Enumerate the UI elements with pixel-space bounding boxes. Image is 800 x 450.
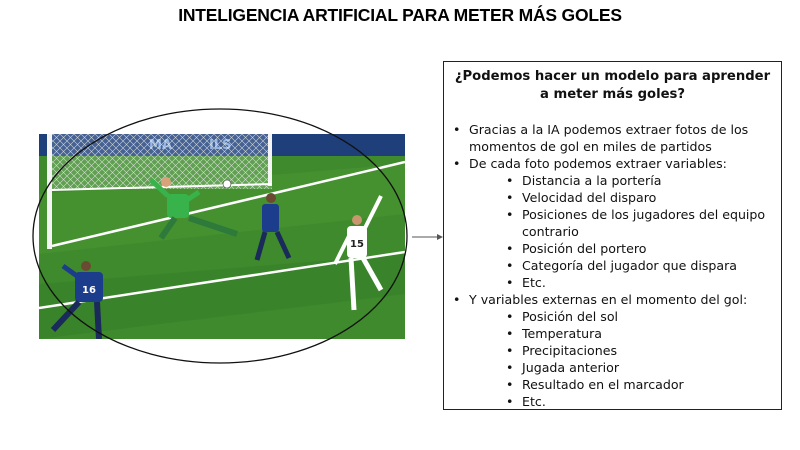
- soccer-scene-illustration: [39, 134, 405, 339]
- photo-variables-list: [469, 172, 773, 291]
- player-number-16: 16: [82, 285, 96, 296]
- goal-post-right: [268, 134, 272, 186]
- bullet-photo-variables: • De cada foto podemos extraer variables: • Distancia a la portería • Velocidad del disparo • Posiciones de los jugadores del equipo contrario • Posición del portero • Categoría del jugador que dispara • Etc.: [452, 155, 773, 291]
- list-item: • Jugada anterior: [469, 359, 773, 376]
- bullet-ai-photos: • Gracias a la IA podemos extraer fotos de los momentos de gol en miles de partidos: [452, 121, 773, 155]
- external-variables-list: [469, 308, 773, 410]
- main-bullet-list: [452, 121, 773, 410]
- ball-icon: [223, 180, 231, 188]
- list-item: • Distancia a la portería: [469, 172, 773, 189]
- soccer-goal-photo: [39, 134, 405, 339]
- bullet-external-variables: • Y variables externas en el momento del gol: • Posición del sol • Temperatura • Precipitaciones • Jugada anterior • Resultado en el marcador • Etc.: [452, 291, 773, 410]
- list-item: • Resultado en el marcador: [469, 376, 773, 393]
- list-item: • Precipitaciones: [469, 342, 773, 359]
- list-item: • Categoría del jugador que dispara: [469, 257, 773, 274]
- list-item: • Posición del sol: [469, 308, 773, 325]
- list-item: • Temperatura: [469, 325, 773, 342]
- list-item: • Velocidad del disparo: [469, 189, 773, 206]
- player-number-15: 15: [350, 239, 364, 250]
- goal-post-left: [47, 134, 52, 249]
- list-item: • Etc.: [469, 393, 773, 410]
- list-item: • Etc.: [469, 274, 773, 291]
- box-heading: ¿Podemos hacer un modelo para aprender a meter más goles?: [454, 69, 771, 102]
- slide-title: INTELIGENCIA ARTIFICIAL PARA METER MÁS GOLES: [178, 5, 622, 25]
- list-item: • Posición del portero: [469, 240, 773, 257]
- explanation-box: [443, 61, 782, 410]
- list-item: • Posiciones de los jugadores del equipo contrario: [469, 206, 773, 240]
